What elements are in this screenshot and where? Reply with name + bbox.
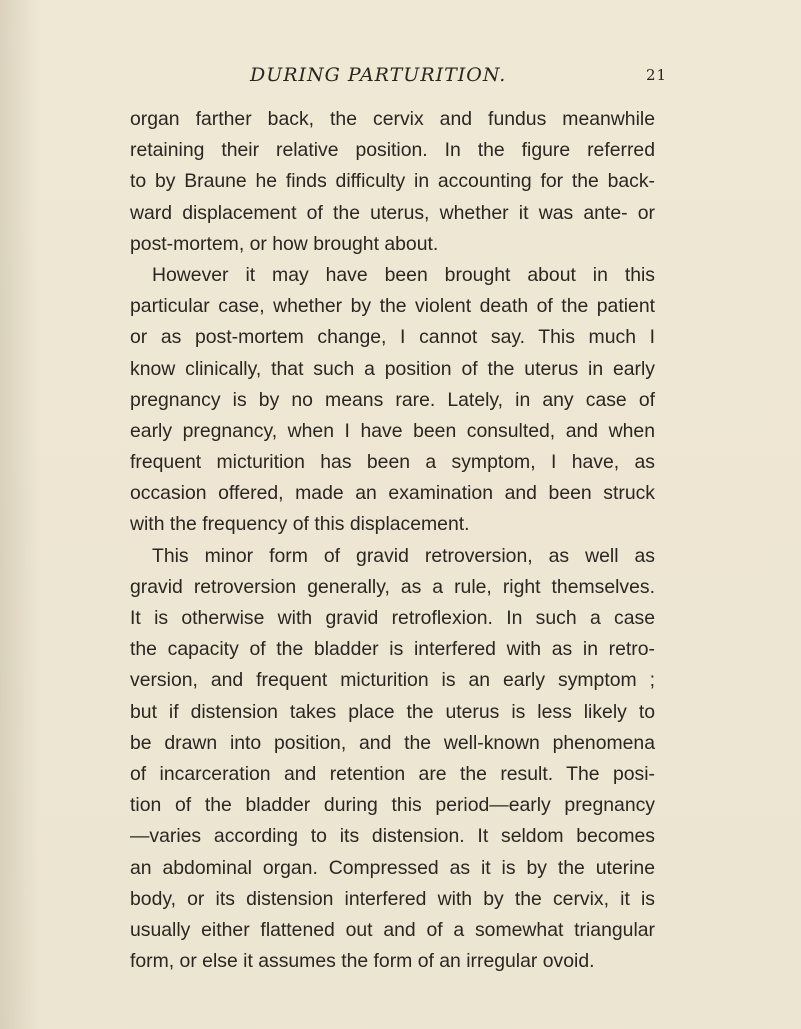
body-text (130, 104, 655, 977)
text-line: particular case, whether by the violent death of the patient (130, 295, 655, 318)
text-line: to by Braune he finds difficulty in accounting for the back- (130, 170, 655, 193)
text-line: with the frequency of this displacement. (130, 513, 470, 536)
text-line: organ farther back, the cervix and fundus meanwhile (130, 108, 655, 130)
text-line: usually either flattened out and of a somewhat triangular (130, 918, 655, 941)
text-line: or as post-mortem change, I cannot say. This much I (130, 326, 655, 349)
text-line: but if distension takes place the uterus is less likely to (130, 700, 655, 723)
text-line: know clinically, that such a position of the uterus in early (130, 357, 655, 380)
text-line: However it may have been brought about in this (152, 263, 655, 286)
text-line: the capacity of the bladder is interfered with as in retro- (130, 638, 655, 661)
text-line: an abdominal organ. Compressed as it is by the uterine (130, 856, 655, 879)
text-line: ward displacement of the uterus, whether it was ante- or (130, 201, 655, 224)
text-line: retaining their relative position. In the figure referred (130, 139, 655, 162)
text-line: version, and frequent micturition is an early symptom ; (130, 669, 655, 692)
text-line: This minor form of gravid retroversion, as well as (152, 544, 655, 567)
text-line: pregnancy is by no means rare. Lately, in any case of (130, 388, 655, 411)
text-line: body, or its distension interfered with by the cervix, it is (130, 887, 655, 910)
text-line: early pregnancy, when I have been consulted, and when (130, 419, 655, 442)
text-line: be drawn into position, and the well-known phenomena (130, 731, 655, 754)
text-line: form, or else it assumes the form of an irregular ovoid. (130, 950, 595, 973)
running-head: DURING PARTURITION. (250, 64, 507, 86)
page-number: 21 (646, 66, 668, 84)
text-line: occasion offered, made an examination and been struck (130, 482, 655, 505)
text-line: It is otherwise with gravid retroflexion. In such a case (130, 607, 655, 629)
text-line: gravid retroversion generally, as a rule, right themselves. (130, 575, 655, 598)
page-header (0, 64, 801, 94)
text-line: post-mortem, or how brought about. (130, 232, 439, 255)
text-line: of incarceration and retention are the result. The posi- (130, 762, 655, 785)
text-line: —varies according to its distension. It seldom becomes (130, 825, 655, 848)
text-line: frequent micturition has been a symptom, I have, as (130, 451, 655, 474)
text-line: tion of the bladder during this period—early pregnancy (130, 794, 655, 817)
